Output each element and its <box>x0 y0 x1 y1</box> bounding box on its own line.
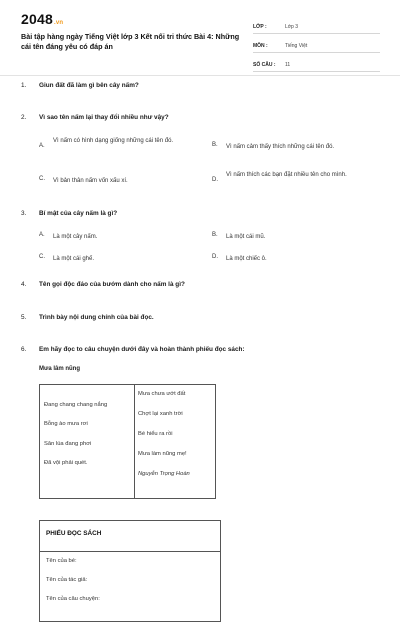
option-letter: A. <box>39 143 45 149</box>
worksheet-header <box>0 0 400 70</box>
option-text: Vì bản thân nấm vốn xấu xí. <box>53 178 128 184</box>
poem-line: Bé hiểu ra rồi <box>138 431 173 437</box>
meta-row-subject <box>253 34 380 53</box>
option-letter: B. <box>212 232 218 238</box>
meta-row-class <box>253 15 380 34</box>
question-4 <box>21 281 185 288</box>
meta-value: 11 <box>285 62 291 68</box>
question-3 <box>21 210 117 217</box>
site-logo[interactable] <box>21 11 63 27</box>
poem-box <box>39 384 216 499</box>
question-text: Vì sao tên nấm lại thay đổi nhiều như vậy? <box>39 114 169 121</box>
poem-title: Mưa lâm nũng <box>39 366 81 372</box>
question-2 <box>21 114 169 121</box>
meta-label: LỚP : <box>253 24 267 30</box>
poem-line: Đang chang chang nắng <box>44 402 108 408</box>
meta-value: Tiếng Việt <box>285 43 308 49</box>
meta-label: MÔN : <box>253 43 268 49</box>
option-text: Là một cây nấm. <box>53 234 98 240</box>
reading-form-title: PHIẾU ĐỌC SÁCH <box>46 530 102 537</box>
poem-line: Mưa chưa ướt đất <box>138 391 186 397</box>
question-number: 2. <box>21 114 27 121</box>
poem-line: Mưa làm nũng mẹ! <box>138 451 187 457</box>
header-divider <box>0 75 400 76</box>
option-text: Vì nấm thích các bạn đặt nhiều tên cho mình. <box>226 172 347 178</box>
option-text: Vì nấm cảm thấy thích những cái tên đó. <box>226 144 335 150</box>
form-field-story-name[interactable]: Tên của câu chuyện: <box>46 596 100 602</box>
question-6 <box>21 346 245 353</box>
option-letter: A. <box>39 232 45 238</box>
worksheet-title: Bài tập hàng ngày Tiếng Việt lớp 3 Kết nối tri thức Bài 4: Những cái tên đáng yêu có đáp án <box>21 32 240 51</box>
poem-line: Sân lúa đang phơi <box>44 441 92 447</box>
question-number: 3. <box>21 210 27 217</box>
question-number: 5. <box>21 314 27 321</box>
form-field-child-name[interactable]: Tên của bé: <box>46 558 77 564</box>
question-number: 4. <box>21 281 27 288</box>
option-text: Là một cái ghế. <box>53 256 95 262</box>
reading-form-header <box>40 521 220 552</box>
option-letter: B. <box>212 142 218 148</box>
option-letter: C. <box>39 254 45 260</box>
question-text: Giun đất đã làm gì bên cây nấm? <box>39 82 139 89</box>
option-text: Là một cái mũ. <box>226 234 266 240</box>
question-text: Tên gọi độc đáo của bướm dành cho nấm là gì? <box>39 281 185 288</box>
worksheet-meta <box>253 15 380 72</box>
poem-column-divider <box>134 385 135 498</box>
option-letter: D. <box>212 177 218 183</box>
question-text: Em hãy đọc to câu chuyện dưới đây và hoàn thành phiếu đọc sách: <box>39 346 245 353</box>
poem-line: Đã vội phải quét. <box>44 460 88 466</box>
meta-value: Lớp 3 <box>285 24 299 30</box>
option-text: Là một chiếc ô. <box>226 256 267 262</box>
question-1 <box>21 82 139 89</box>
option-letter: D. <box>212 254 218 260</box>
meta-row-count <box>253 53 380 72</box>
poem-line: Bỗng ào mưa rơi <box>44 421 88 427</box>
question-number: 6. <box>21 346 27 353</box>
question-text: Bí mật của cây nấm là gì? <box>39 210 118 217</box>
option-letter: C. <box>39 176 45 182</box>
logo-main-text: 2048 <box>21 11 53 27</box>
poem-author: Nguyễn Trọng Hoàn <box>138 471 190 477</box>
form-field-author-name[interactable]: Tên của tác giả: <box>46 577 88 583</box>
option-text: Vì nấm có hình dạng giống những cái tên đó. <box>53 138 174 144</box>
question-number: 1. <box>21 82 27 89</box>
question-5 <box>21 314 154 321</box>
reading-form <box>39 520 221 622</box>
meta-label: SỐ CÂU : <box>253 62 276 68</box>
question-text: Trình bày nội dung chính của bài đọc. <box>39 314 154 321</box>
logo-suffix: .vn <box>53 20 64 26</box>
poem-line: Chợt lại xanh trời <box>138 411 183 417</box>
